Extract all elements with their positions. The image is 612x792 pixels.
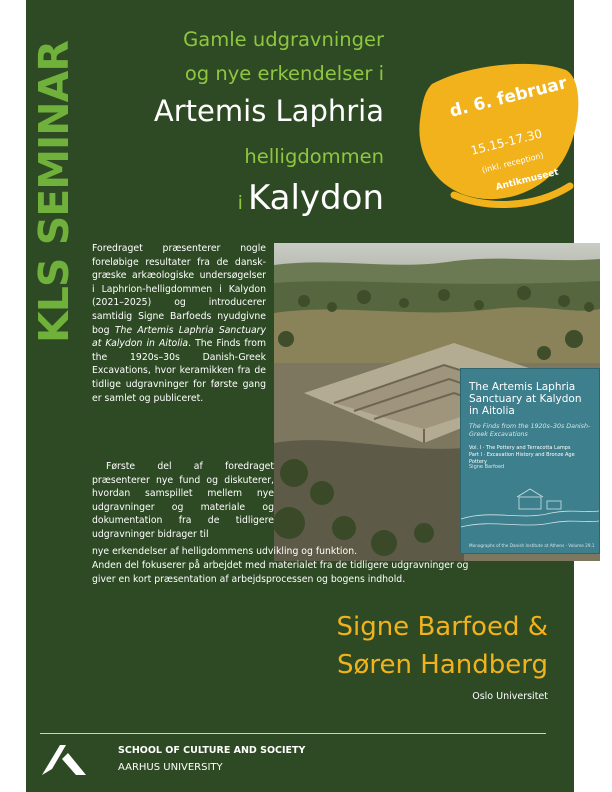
- headline-artemis: Artemis Laphria: [153, 94, 384, 128]
- footer-divider: [40, 733, 546, 734]
- affiliation: Oslo Universitet: [472, 691, 548, 702]
- badge-venue: Antikmuseet: [494, 167, 560, 193]
- book-cover: [460, 368, 600, 554]
- body-text-1: Foredraget præsenterer nogle foreløbige resultater fra de dansk-græske arkæologiske undersøgelser i Laphrion-helligdommen i Kalydon (2021–2025) og introducerer samtidig Signe Barfoeds nyudgivne bog: [92, 243, 266, 336]
- book-volume: Vol. I · The Pottery and Terracotta Lamps: [469, 445, 571, 451]
- book-illustration: [461, 479, 599, 539]
- headline-line-1: Gamle udgravninger: [183, 28, 384, 51]
- body-wide-line-2: Anden del fokuserer på arbejdet med materialet fra de tidligere udgravninger og: [92, 560, 469, 571]
- book-title-italic: The Artemis Laphria Sanctuary at Kalydon in Aitolia: [92, 324, 266, 350]
- book-part: Part I · Excavation History and Bronze Age Pottery: [469, 452, 575, 465]
- badge-note: (inkl. reception): [480, 150, 545, 175]
- book-author: Signe Barfoed: [469, 464, 505, 470]
- poster: [26, 0, 595, 792]
- book-series: Monographs of the Danish Institute at Athens · Volume 29.1: [469, 543, 595, 548]
- footer: [26, 733, 574, 792]
- book-subtitle: The Finds from the 1920s–30s Danish-Greek Excavations: [469, 423, 591, 438]
- date-badge: [414, 58, 584, 218]
- headline-kalydon: Kalydon: [247, 178, 384, 218]
- body-paragraph-1: [92, 242, 266, 405]
- headline-kalydon-row: [238, 178, 384, 218]
- footer-school: SCHOOL OF CULTURE AND SOCIETY: [118, 745, 306, 756]
- headline-line-4: helligdommen: [244, 145, 384, 168]
- body-wide-line-3: giver en kort præsentation af arbejdsprocessen og bogens indhold.: [92, 574, 406, 585]
- body-paragraph-2: Første del af foredraget præsenterer nye fund og diskuterer, hvordan samspillet mellem nye udgravninger og materiale og dokumentation fra de tidligere udgravninger bidrager til: [92, 461, 274, 540]
- body-text-1-end: . The Finds from the 1920s–30s Danish-Greek Excavations, hvor keramikken fra de tidlige udgravninger for første gang er samlet og publiceret.: [92, 338, 266, 404]
- badge-date: d. 6. februar: [447, 73, 570, 122]
- speaker-line-2: Søren Handberg: [337, 650, 548, 680]
- side-title: KLS SEMINAR: [30, 41, 78, 343]
- body-wide-line-1: nye erkendelser af helligdommens udvikling og funktion.: [92, 546, 358, 557]
- badge-time: 15.15-17.30: [469, 126, 544, 158]
- headline-prefix: i: [237, 192, 243, 214]
- speaker-line-1: Signe Barfoed &: [336, 612, 548, 642]
- aarhus-university-logo-icon: [40, 741, 90, 777]
- footer-university: AARHUS UNIVERSITY: [118, 762, 223, 773]
- book-title: The Artemis Laphria Sanctuary at Kalydon in Aitolia: [469, 381, 582, 417]
- headline-line-2: og nye erkendelser i: [184, 62, 384, 85]
